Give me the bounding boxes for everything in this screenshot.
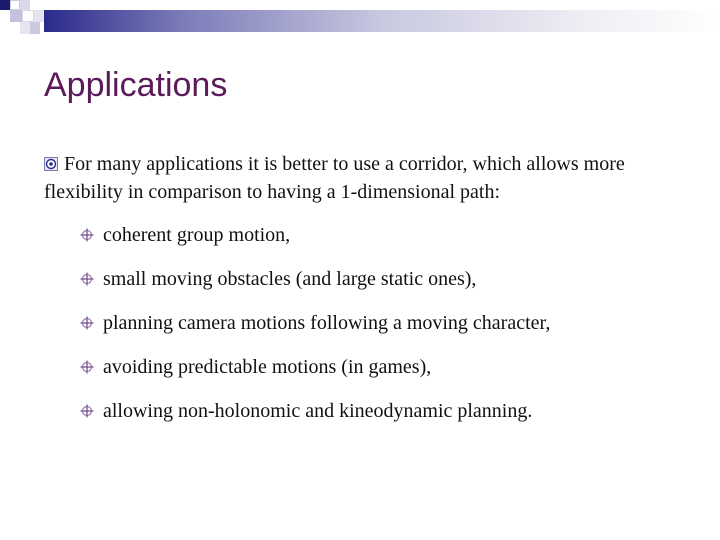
- list-item: [80, 355, 700, 379]
- main-bullet-text: For many applications it is better to use a corridor, which allows more flexibility in comparison to having a 1-dimensional path:: [44, 153, 625, 203]
- list-item-text: small moving obstacles (and large static ones),: [103, 267, 477, 290]
- header-square: [30, 22, 40, 34]
- list-item-text: allowing non-holonomic and kineodynamic planning.: [103, 399, 533, 422]
- header-square: [20, 22, 30, 34]
- list-item-text: planning camera motions following a moving character,: [103, 311, 551, 334]
- crosshair-bullet-icon: [80, 316, 94, 330]
- sub-bullet-list: [80, 223, 700, 443]
- header-square: [20, 0, 30, 10]
- header-square: [22, 10, 34, 22]
- list-item: [80, 223, 700, 247]
- header-square: [10, 0, 20, 10]
- header-gradient-band: [44, 10, 720, 32]
- list-item: [80, 399, 700, 423]
- crosshair-bullet-icon: [80, 360, 94, 374]
- slide-title: Applications: [44, 66, 228, 104]
- circle-bullet-icon: [44, 157, 58, 171]
- header-square: [10, 10, 22, 22]
- list-item-text: avoiding predictable motions (in games),: [103, 355, 432, 378]
- crosshair-bullet-icon: [80, 228, 94, 242]
- list-item: [80, 311, 700, 335]
- header-square: [34, 10, 44, 22]
- header-square: [0, 0, 10, 10]
- list-item-text: coherent group motion,: [103, 223, 291, 246]
- crosshair-bullet-icon: [80, 404, 94, 418]
- list-item: [80, 267, 700, 291]
- crosshair-bullet-icon: [80, 272, 94, 286]
- main-bullet-paragraph: [44, 150, 704, 206]
